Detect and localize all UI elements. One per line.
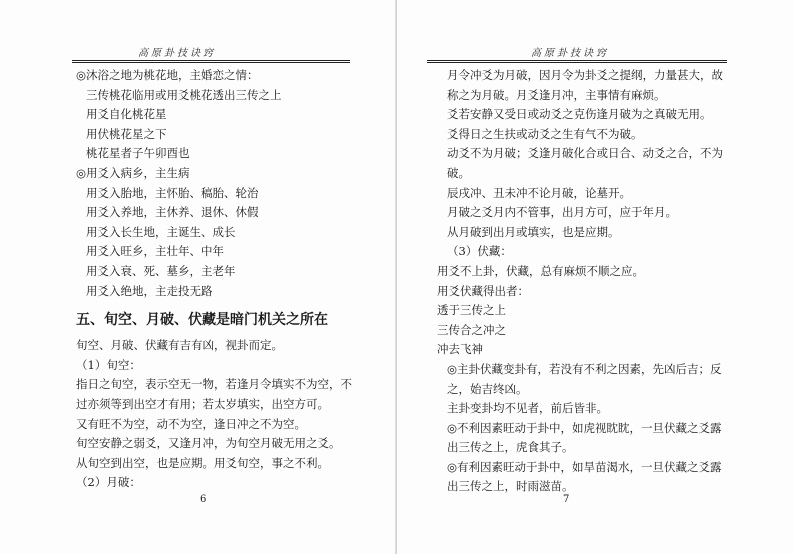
text-line: （3）伏藏： bbox=[447, 244, 512, 259]
text-line: 三传合之冲之 bbox=[437, 322, 506, 337]
text-line: 用爻入养地，主休养、退休、休假 bbox=[86, 205, 259, 220]
text-line: 透于三传之上 bbox=[437, 303, 506, 318]
right-page-body bbox=[427, 66, 725, 497]
text-line: 爻得日之生扶或动爻之生有气不为破。 bbox=[447, 126, 643, 141]
text-line: （2）月破： bbox=[76, 475, 141, 490]
left-page-header: 高原卦技诀窍 bbox=[138, 48, 216, 59]
text-line: （1）旬空： bbox=[76, 357, 141, 372]
text-line: 从月破到出月或填实，也是应期。 bbox=[447, 224, 620, 239]
text-line: ◎用爻入病乡，主生病 bbox=[76, 165, 190, 180]
text-line: 旬空安静之弱爻，又逢月冲，为旬空月破无用之爻。 bbox=[76, 436, 341, 451]
text-line: 用爻伏藏得出者： bbox=[437, 283, 529, 298]
text-paragraph: ◎不利因素旺动于卦中，如虎视眈眈，一旦伏藏之爻露出三传之上，虎食其子。 bbox=[447, 420, 722, 455]
text-paragraph: 动爻不为月破；爻逢月破化合或日合、动爻之合，不为破。 bbox=[447, 146, 723, 180]
text-line: 又有旺不为空，动不为空，逢日冲之不为空。 bbox=[76, 416, 306, 431]
text-line: 用爻不上卦，伏藏，总有麻烦不顺之应。 bbox=[437, 263, 644, 278]
text-line: 用爻入衰、死、墓乡，主老年 bbox=[86, 263, 236, 278]
text-line: 三传桃花临用或用爻桃花透出三传之上 bbox=[86, 87, 282, 102]
text-line: 冲去飞神 bbox=[437, 342, 483, 357]
section-title: 五、旬空、月破、伏藏是暗门机关之所在 bbox=[76, 312, 328, 329]
text-line: 用爻自化桃花星 bbox=[86, 107, 167, 122]
text-line: 爻若安静又受日或动爻之克伤逢月破为之真破无用。 bbox=[447, 107, 712, 122]
text-line: 辰戌冲、丑未冲不论月破，论墓开。 bbox=[447, 185, 631, 200]
text-line: 主卦变卦均不见者，前后皆非。 bbox=[447, 401, 608, 416]
page-number: 7 bbox=[563, 494, 570, 505]
left-header-rule bbox=[72, 60, 350, 63]
text-paragraph: ◎主卦伏藏变卦有，若没有不利之因素，先凶后吉；反之，始吉终凶。 bbox=[447, 361, 722, 396]
text-line: ◎沐浴之地为桃花地，主婚恋之情： bbox=[76, 68, 259, 82]
right-header-rule bbox=[427, 60, 727, 63]
text-line: 用爻入胎地，主怀胎、稿胎、轮治 bbox=[86, 185, 259, 200]
text-paragraph: 月令冲爻为月破，因月令为卦爻之提纲，力量甚大，故称之为月破。月爻逢月冲，主事情有麻烦。 bbox=[447, 68, 723, 102]
text-line: 桃花星者子午卯酉也 bbox=[86, 146, 190, 161]
text-paragraph: ◎有利因素旺动于卦中，如旱苗渴水，一旦伏藏之爻露出三传之上，时雨滋苗。 bbox=[447, 459, 722, 494]
left-page-body bbox=[76, 66, 362, 493]
text-line: 用爻入长生地，主诞生、成长 bbox=[86, 224, 236, 239]
text-paragraph: 指日之旬空，表示空无一物，若逢月令填实不为空，不过亦须等到出空才有用；若太岁填实，出空方可。 bbox=[76, 377, 352, 411]
text-line: 用爻入旺乡，主壮年、中年 bbox=[86, 244, 224, 259]
right-page bbox=[397, 0, 793, 554]
text-line: 用伏桃花星之下 bbox=[86, 126, 167, 141]
left-page bbox=[0, 0, 396, 554]
right-page-header: 高原卦技诀窍 bbox=[531, 48, 609, 59]
text-line: 月破之爻月内不管事，出月方可，应于年月。 bbox=[447, 205, 677, 220]
text-line: 旬空、月破、伏藏有吉有凶，视卦而定。 bbox=[76, 338, 283, 353]
page-number: 6 bbox=[200, 494, 207, 505]
text-line: 用爻入绝地，主走投无路 bbox=[86, 283, 213, 298]
text-line: 从旬空到出空，也是应期。用爻旬空，事之不利。 bbox=[76, 455, 329, 470]
